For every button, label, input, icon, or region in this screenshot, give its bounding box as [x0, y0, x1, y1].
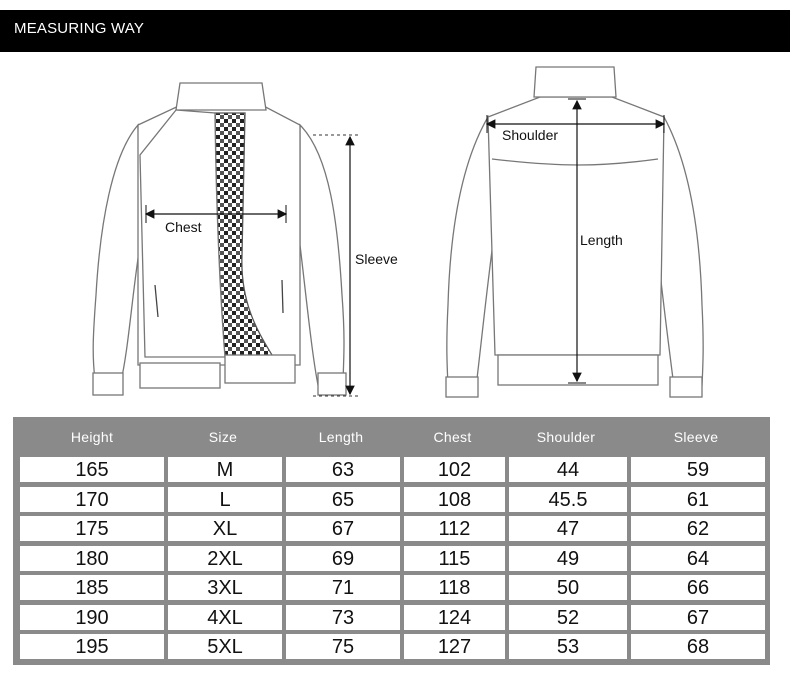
- table-cell: 127: [404, 634, 505, 659]
- table-cell: 5XL: [168, 634, 282, 659]
- back-jacket-illustration: [446, 67, 703, 397]
- chest-label: Chest: [165, 219, 202, 235]
- table-cell: 73: [286, 605, 400, 630]
- measuring-diagram: [0, 55, 790, 410]
- table-cell: 50: [509, 575, 627, 600]
- column-header: Height: [70, 429, 114, 445]
- shoulder-label: Shoulder: [502, 127, 559, 143]
- table-cell: 175: [20, 516, 164, 541]
- table-cell: 63: [286, 457, 400, 482]
- table-cell: 115: [404, 546, 505, 571]
- table-cell: M: [168, 457, 282, 482]
- table-cell: 118: [404, 575, 505, 600]
- table-cell: 124: [404, 605, 505, 630]
- table-cell: 49: [509, 546, 627, 571]
- column-header: Chest: [433, 429, 472, 445]
- table-cell: 2XL: [168, 546, 282, 571]
- table-row: [13, 487, 770, 512]
- table-row: [13, 457, 770, 482]
- length-label: Length: [580, 232, 623, 248]
- table-cell: 53: [509, 634, 627, 659]
- table-cell: 61: [631, 487, 765, 512]
- table-cell: 67: [631, 605, 765, 630]
- section-title: MEASURING WAY: [14, 20, 145, 37]
- table-cell: 44: [509, 457, 627, 482]
- table-cell: XL: [168, 516, 282, 541]
- column-header: Shoulder: [536, 429, 596, 445]
- column-header: Size: [208, 429, 238, 445]
- table-cell: 170: [20, 487, 164, 512]
- table-cell: 3XL: [168, 575, 282, 600]
- table-cell: 4XL: [168, 605, 282, 630]
- table-cell: 69: [286, 546, 400, 571]
- sleeve-label: Sleeve: [355, 251, 398, 267]
- table-cell: 165: [20, 457, 164, 482]
- table-cell: L: [168, 487, 282, 512]
- column-header: Sleeve: [673, 429, 719, 445]
- table-row: [13, 546, 770, 571]
- table-row: [13, 605, 770, 630]
- table-cell: 52: [509, 605, 627, 630]
- table-cell: 65: [286, 487, 400, 512]
- table-cell: 180: [20, 546, 164, 571]
- table-cell: 102: [404, 457, 505, 482]
- table-row: [13, 516, 770, 541]
- table-cell: 71: [286, 575, 400, 600]
- table-cell: 45.5: [509, 487, 627, 512]
- table-cell: 59: [631, 457, 765, 482]
- table-cell: 190: [20, 605, 164, 630]
- size-table: [13, 417, 770, 665]
- table-cell: 185: [20, 575, 164, 600]
- column-header: Length: [318, 429, 364, 445]
- table-cell: 112: [404, 516, 505, 541]
- table-cell: 67: [286, 516, 400, 541]
- table-cell: 66: [631, 575, 765, 600]
- table-cell: 75: [286, 634, 400, 659]
- front-jacket-illustration: [93, 83, 346, 395]
- table-cell: 68: [631, 634, 765, 659]
- table-cell: 62: [631, 516, 765, 541]
- table-header-row: [13, 417, 770, 456]
- table-row: [13, 575, 770, 600]
- table-cell: 195: [20, 634, 164, 659]
- table-row: [13, 634, 770, 659]
- table-cell: 108: [404, 487, 505, 512]
- table-cell: 47: [509, 516, 627, 541]
- table-cell: 64: [631, 546, 765, 571]
